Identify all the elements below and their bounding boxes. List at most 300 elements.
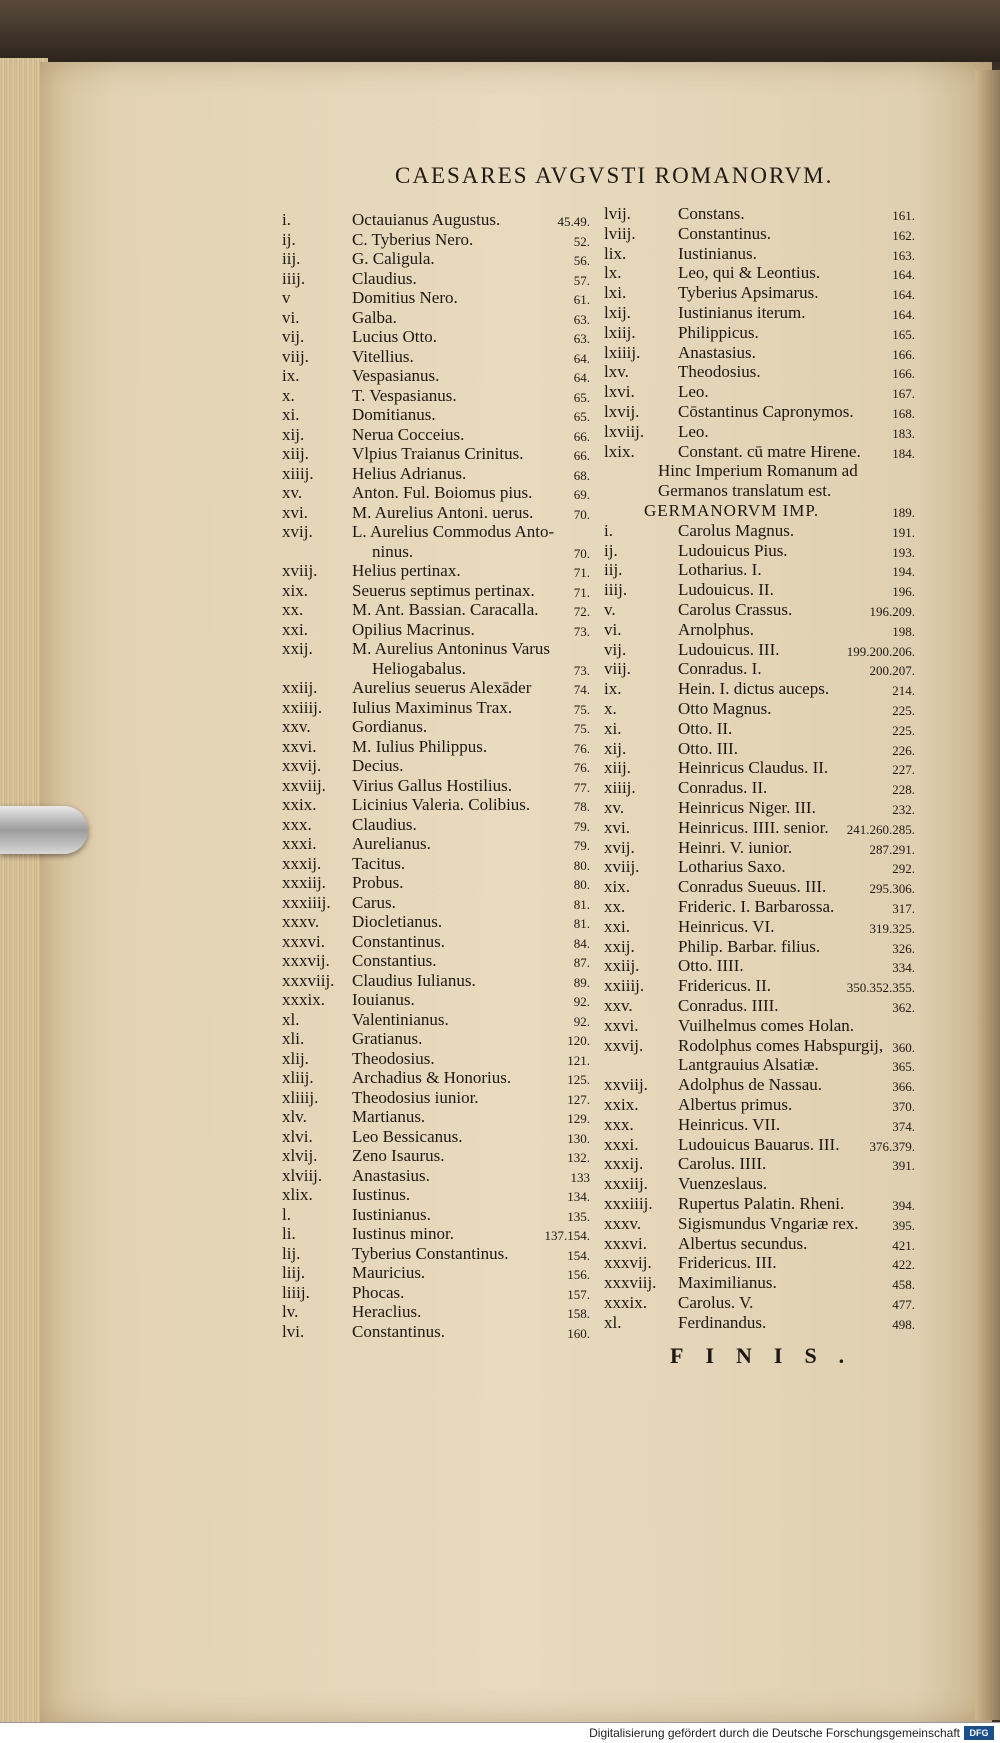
page-reference: 162. xyxy=(892,227,915,243)
page-reference: 164. xyxy=(892,307,915,322)
entry-number: xxviij. xyxy=(282,775,326,795)
emperor-name: Theodosius. xyxy=(352,1048,435,1068)
entry-number: vij. xyxy=(604,639,627,659)
page-reference: 72. xyxy=(573,604,590,619)
page-reference: 125. xyxy=(567,1072,590,1087)
emperor-name: Theodosius iunior. xyxy=(352,1087,479,1107)
emperor-name: Ludouicus. III. xyxy=(678,639,780,659)
page-reference: 70. xyxy=(573,506,590,522)
emperor-name: Claudius. xyxy=(352,814,417,834)
emperor-name: Sigismundus Vngariæ rex. xyxy=(678,1213,859,1233)
page-reference: 68. xyxy=(573,467,590,483)
entry-number: xxx. xyxy=(604,1114,634,1134)
page-reference: 189. xyxy=(892,505,915,520)
entry-number: xlv. xyxy=(282,1107,307,1126)
page-reference: 64. xyxy=(573,370,590,385)
entry-number: xviij. xyxy=(604,857,640,877)
emperor-name: G. Caligula. xyxy=(352,249,435,268)
page-reference: 232. xyxy=(892,802,915,817)
page-reference: 458. xyxy=(892,1277,915,1293)
entry-number: i. xyxy=(604,520,613,540)
entry-number: liiij. xyxy=(282,1282,310,1302)
page-reference: 326. xyxy=(892,940,915,956)
entry-number: lvij. xyxy=(604,204,631,223)
page-reference: 214. xyxy=(892,683,915,699)
emperor-name: Conradus. IIII. xyxy=(678,996,779,1015)
page-reference: 166. xyxy=(892,346,915,362)
emperor-name: Domitianus. xyxy=(352,405,436,424)
emperor-name: Lantgrauius Alsatiæ. xyxy=(678,1055,819,1075)
page-reference: 164. xyxy=(892,267,915,283)
page-reference: 365. xyxy=(892,1059,915,1075)
page-reference: 75. xyxy=(573,701,590,717)
entry-number: xix. xyxy=(282,580,308,600)
entry-number: xxxiiij. xyxy=(282,892,331,912)
emperor-name: Aurelius seuerus Alexāder xyxy=(352,678,532,697)
emperor-name: Anastasius. xyxy=(678,342,756,362)
entry-number: xxx. xyxy=(282,814,312,834)
emperor-name: Hein. I. dictus auceps. xyxy=(678,679,830,699)
entry-number: ij. xyxy=(282,229,296,249)
emperor-name: Vlpius Traianus Crinitus. xyxy=(352,444,524,463)
page-title: CAESARES AVGVSTI ROMANORVM. xyxy=(395,163,834,188)
page-reference: 80. xyxy=(573,857,590,873)
entry-number: ij. xyxy=(604,540,618,560)
entry-number: lvi. xyxy=(282,1321,305,1341)
entry-number: xlix. xyxy=(282,1185,313,1204)
entry-number: xxix. xyxy=(282,795,317,814)
emperor-name: Heinricus Claudus. II. xyxy=(678,758,829,778)
emperor-name: Mauricius. xyxy=(352,1263,426,1282)
entry-number: xij. xyxy=(282,424,305,444)
emperor-name: Maximilianus. xyxy=(678,1273,777,1293)
emperor-name: Gratianus. xyxy=(352,1029,423,1048)
page-reference: 196.209. xyxy=(869,604,915,619)
entry-number: lxv. xyxy=(604,362,629,382)
page-reference: 78. xyxy=(573,799,590,814)
entry-number: xxiij. xyxy=(604,956,640,976)
page-reference: 196. xyxy=(892,584,915,600)
emperor-name: Leo. xyxy=(678,382,709,402)
page-reference: 193. xyxy=(892,544,915,560)
page-reference: 360. xyxy=(892,1039,915,1055)
page-reference: 132. xyxy=(567,1150,590,1165)
entry-number: xv. xyxy=(282,483,303,502)
emperor-name: Lucius Otto. xyxy=(352,327,437,346)
emperor-name: Frideric. I. Barbarossa. xyxy=(678,897,835,916)
entry-number: xli. xyxy=(282,1029,305,1048)
entry-number: xxix. xyxy=(604,1095,639,1114)
emperor-name: Philippicus. xyxy=(678,322,759,342)
page-reference: 198. xyxy=(892,623,915,639)
entry-number: lv. xyxy=(282,1302,299,1321)
emperor-name: Ludouicus. II. xyxy=(678,580,774,600)
emperor-name: Conradus. II. xyxy=(678,778,768,798)
page-reference: 137.154. xyxy=(544,1228,590,1243)
page-reference: 130. xyxy=(567,1130,590,1146)
entry-number: xxxi. xyxy=(604,1134,639,1154)
entry-number: lxij. xyxy=(604,303,631,322)
page-reference: 84. xyxy=(573,935,590,951)
entry-number: xxxvij. xyxy=(604,1253,652,1273)
emperor-name: Heinri. V. iunior. xyxy=(678,837,793,857)
entry-number: xxxv. xyxy=(282,912,320,931)
page-reference: 241.260.285. xyxy=(846,821,915,837)
emperor-name: Vuenzeslaus. xyxy=(678,1174,768,1194)
entry-number: lx. xyxy=(604,263,622,283)
page-reference: 81. xyxy=(573,896,590,912)
page-reference: 127. xyxy=(567,1091,590,1107)
page-reference: 166. xyxy=(892,366,915,382)
emperor-name: Philip. Barbar. filius. xyxy=(678,936,821,956)
page-reference: 374. xyxy=(892,1118,915,1134)
entry-number: xxviij. xyxy=(604,1075,648,1095)
emperor-name: Martianus. xyxy=(352,1107,426,1126)
entry-number: iiij. xyxy=(604,580,628,600)
emperor-name: Phocas. xyxy=(352,1282,405,1302)
emperor-name: Iulius Maximinus Trax. xyxy=(352,697,513,717)
emperor-name: Vuilhelmus comes Holan. xyxy=(678,1015,855,1035)
emperor-name: ninus. xyxy=(372,541,414,561)
page-reference: 370. xyxy=(892,1099,915,1114)
emperor-name: Diocletianus. xyxy=(352,912,443,931)
entry-number: xiiij. xyxy=(604,778,636,798)
page-reference: 422. xyxy=(892,1257,915,1273)
page-reference: 63. xyxy=(573,311,590,327)
page-reference: 87. xyxy=(573,955,590,970)
page-reference: 52. xyxy=(573,233,590,249)
page-reference: 74. xyxy=(573,682,590,697)
page-reference: 287.291. xyxy=(869,841,915,857)
page-reference: 334. xyxy=(892,960,915,976)
entry-number: xxxij. xyxy=(604,1154,644,1174)
entry-number: xxi. xyxy=(282,619,308,639)
page-reference: 65. xyxy=(573,389,590,405)
page-reference: 317. xyxy=(892,901,915,916)
page-reference: 226. xyxy=(892,742,915,758)
entry-number: xvi. xyxy=(282,502,308,522)
emperor-name: Tyberius Constantinus. xyxy=(352,1243,509,1263)
entry-number: xxij. xyxy=(604,936,635,956)
entry-number: xxxix. xyxy=(282,990,325,1009)
page-reference: 161. xyxy=(892,208,915,223)
entry-number: xvij. xyxy=(282,522,313,541)
emperor-name: Iustinianus. xyxy=(352,1204,431,1224)
page-reference: 164. xyxy=(892,287,915,303)
entry-number: xxxvi. xyxy=(604,1233,647,1253)
emperor-name: Iustinus minor. xyxy=(352,1224,455,1243)
emperor-name: M. Aurelius Antoninus Varus xyxy=(352,639,551,658)
entry-number: xvij. xyxy=(604,837,635,857)
entry-number: xxxviij. xyxy=(282,970,335,990)
entry-number: ix. xyxy=(282,366,300,385)
page-reference: 295.306. xyxy=(869,881,915,897)
emperor-name: Ludouicus Bauarus. III. xyxy=(678,1134,840,1154)
emperor-name: Heliogabalus. xyxy=(372,658,466,678)
emperor-name: Octauianus Augustus. xyxy=(352,210,501,229)
emperor-name: Albertus primus. xyxy=(678,1095,793,1114)
entry-number: xxxi. xyxy=(282,834,317,853)
page-reference: 158. xyxy=(567,1306,590,1321)
emperor-name: Iustinianus. xyxy=(678,243,757,263)
entry-number: xlvij. xyxy=(282,1146,318,1165)
page-reference: 92. xyxy=(573,1013,590,1029)
entry-number: xxiiij. xyxy=(282,697,323,717)
emperor-name: Carolus Magnus. xyxy=(678,520,795,540)
emperor-name: Probus. xyxy=(352,873,404,892)
entry-number: xxvi. xyxy=(604,1015,639,1035)
entry-number: vi. xyxy=(604,619,622,639)
emperor-name: T. Vespasianus. xyxy=(352,385,457,405)
emperor-name: Constantius. xyxy=(352,951,437,970)
entry-number: v. xyxy=(604,600,616,619)
entry-number: xx. xyxy=(604,897,626,916)
page-reference: 194. xyxy=(892,564,915,580)
page-reference: 120. xyxy=(567,1033,590,1048)
page-reference: 200.207. xyxy=(869,663,915,679)
entry-number: xviij. xyxy=(282,561,318,580)
page-reference: 477. xyxy=(892,1297,915,1312)
emperor-name: Constans. xyxy=(678,204,745,223)
entry-number: xl. xyxy=(604,1312,622,1332)
page-reference: 135. xyxy=(567,1208,590,1224)
emperor-name: Heinricus. IIII. senior. xyxy=(678,817,829,837)
entry-number: xij. xyxy=(604,738,627,758)
page-reference: 75. xyxy=(573,721,590,736)
entry-number: xl. xyxy=(282,1009,300,1029)
entry-number: xxiij. xyxy=(282,678,318,697)
entry-number: xxij. xyxy=(282,639,313,658)
emperor-name: Otto. II. xyxy=(678,718,733,738)
page-reference: 421. xyxy=(892,1237,915,1253)
page-reference: 167. xyxy=(892,386,915,402)
entry-number: iiij. xyxy=(282,268,306,288)
page-reference: 199.200.206. xyxy=(846,643,915,659)
entry-number: li. xyxy=(282,1224,296,1243)
emperor-name: Rodolphus comes Habspurgij, xyxy=(678,1035,884,1055)
dfg-logo: DFG xyxy=(964,1726,994,1740)
entry-number: lxi. xyxy=(604,283,627,303)
emperor-name: Rupertus Palatin. Rheni. xyxy=(678,1194,845,1213)
page-reference: 64. xyxy=(573,350,590,366)
entry-number: lij. xyxy=(282,1243,301,1263)
entry-number: xv. xyxy=(604,798,625,817)
page-reference: 227. xyxy=(892,762,915,778)
emperor-name: Fridericus. III. xyxy=(678,1253,777,1273)
entry-number: vi. xyxy=(282,307,300,327)
page-reference: 184. xyxy=(892,445,915,461)
entry-number: ix. xyxy=(604,679,622,699)
emperor-name: Domitius Nero. xyxy=(352,288,458,307)
page-reference: 154. xyxy=(567,1247,590,1263)
emperor-name: Otto Magnus. xyxy=(678,699,772,718)
entry-number: xliiij. xyxy=(282,1087,319,1107)
emperor-name: Archadius & Honorius. xyxy=(352,1068,512,1087)
footer-bar xyxy=(0,1722,1000,1743)
page-reference: 73. xyxy=(573,623,590,639)
entry-number: x. xyxy=(282,385,295,405)
entry-number: xliij. xyxy=(282,1068,314,1087)
emperor-name: Iustinus. xyxy=(352,1185,411,1204)
page-reference: 77. xyxy=(573,779,590,795)
emperor-name: Heraclius. xyxy=(352,1302,422,1321)
emperor-name: Valentinianus. xyxy=(352,1009,449,1029)
page-reference: 366. xyxy=(892,1079,915,1095)
entry-number: iij. xyxy=(604,560,623,580)
page-reference: 73. xyxy=(573,662,590,678)
entry-number: lxvij. xyxy=(604,402,640,421)
page-reference: 134. xyxy=(567,1189,590,1204)
emperor-name: Leo Bessicanus. xyxy=(352,1126,463,1146)
entry-number: lxvi. xyxy=(604,382,635,402)
entry-number: lxviij. xyxy=(604,421,645,441)
entry-number: xi. xyxy=(282,405,300,424)
entry-number: xxxiiij. xyxy=(604,1194,653,1213)
page-reference: 163. xyxy=(892,247,915,263)
page-reference: 121. xyxy=(567,1052,590,1068)
entry-number: xlvi. xyxy=(282,1126,313,1146)
emperor-name: Ferdinandus. xyxy=(678,1312,767,1332)
emperor-name: Vitellius. xyxy=(352,346,414,366)
page-reference: 71. xyxy=(573,565,590,580)
page-reference: 168. xyxy=(892,406,915,421)
emperor-name: GERMANORVM IMP. xyxy=(644,501,820,520)
emperor-name: Cōstantinus Capronymos. xyxy=(678,402,854,421)
emperor-name: Hinc Imperium Romanum ad xyxy=(658,461,858,481)
entry-number: x. xyxy=(604,699,617,718)
page-reference: 71. xyxy=(573,584,590,600)
entry-number: xiiij. xyxy=(282,463,314,483)
page-reference: 76. xyxy=(573,740,590,756)
entry-number: xlviij. xyxy=(282,1165,323,1185)
entry-number: xxvij. xyxy=(604,1035,644,1055)
emperor-name: Leo. xyxy=(678,421,709,441)
page-reference: 45.49. xyxy=(557,214,590,229)
page-reference: 81. xyxy=(573,916,590,931)
page-reference: 228. xyxy=(892,782,915,798)
page-reference: 79. xyxy=(573,838,590,853)
emperor-name: Lotharius Saxo. xyxy=(678,857,786,877)
page-reference: 89. xyxy=(573,974,590,990)
page-reference: 498. xyxy=(892,1316,915,1332)
emperor-name: Theodosius. xyxy=(678,362,761,382)
entry-number: lviij. xyxy=(604,223,636,243)
page-reference: 191. xyxy=(892,524,915,540)
entry-number: xiij. xyxy=(604,758,631,778)
page-reference: 160. xyxy=(567,1325,590,1341)
entry-number: viij. xyxy=(282,346,309,366)
page-reference: 80. xyxy=(573,877,590,892)
page-reference: 165. xyxy=(892,326,915,342)
entry-number: xxxviij. xyxy=(604,1273,657,1293)
page-reference: 133 xyxy=(570,1169,590,1185)
emperor-name: Licinius Valeria. Colibius. xyxy=(352,795,531,814)
page-reference: 129. xyxy=(567,1111,590,1126)
page-reference: 76. xyxy=(573,760,590,775)
entry-number: xvi. xyxy=(604,817,630,837)
entry-number: i. xyxy=(282,210,291,229)
entry-number: xlij. xyxy=(282,1048,309,1068)
entry-number: xiij. xyxy=(282,444,309,463)
emperor-name: Claudius. xyxy=(352,268,417,288)
emperor-name: Arnolphus. xyxy=(678,619,755,639)
entry-number: xxiiij. xyxy=(604,976,645,996)
finis-text: FINIS. xyxy=(670,1343,867,1368)
entry-number: liij. xyxy=(282,1263,306,1282)
entry-number: xxxij. xyxy=(282,853,322,873)
emperor-name: Constantinus. xyxy=(352,931,446,951)
page-reference: 350.352.355. xyxy=(846,980,915,996)
entry-number: xx. xyxy=(282,600,304,619)
emperor-name: Opilius Macrinus. xyxy=(352,619,475,639)
emperor-name: Anton. Ful. Boiomus pius. xyxy=(352,483,533,502)
page-reference: 391. xyxy=(892,1158,915,1174)
emperor-name: Conradus Sueuus. III. xyxy=(678,877,827,897)
entry-number: xxxix. xyxy=(604,1293,647,1312)
page-reference: 69. xyxy=(573,487,590,502)
entry-number: xxxvi. xyxy=(282,931,325,951)
emperor-name: Iouianus. xyxy=(352,990,415,1009)
emperor-name: Aurelianus. xyxy=(352,834,431,853)
emperor-name: L. Aurelius Commodus Anto- xyxy=(352,522,555,541)
entry-number: l. xyxy=(282,1204,291,1224)
page-reference: 225. xyxy=(892,703,915,718)
entry-number: lxiij. xyxy=(604,322,636,342)
emperor-name: Carus. xyxy=(352,892,396,912)
emperor-name: Carolus. IIII. xyxy=(678,1154,767,1174)
emperor-name: Heinricus Niger. III. xyxy=(678,798,816,817)
entry-number: xxxiij. xyxy=(604,1174,648,1194)
page-reference: 66. xyxy=(573,448,590,463)
emperor-name: Otto. IIII. xyxy=(678,956,744,976)
emperor-name: Leo, qui & Leontius. xyxy=(678,263,821,283)
emperor-name: Tyberius Apsimarus. xyxy=(678,283,819,303)
emperor-name: Constantinus. xyxy=(352,1321,446,1341)
emperor-name: M. Aurelius Antoni. uerus. xyxy=(352,502,534,522)
page-reference: 376.379. xyxy=(869,1138,915,1154)
page-reference: 225. xyxy=(892,722,915,738)
entry-number: lix. xyxy=(604,243,627,263)
page-reference: 57. xyxy=(573,272,590,288)
emperor-name: Albertus secundus. xyxy=(678,1233,808,1253)
emperor-name: Constant. cū matre Hirene. xyxy=(678,441,861,461)
emperor-name: Anastasius. xyxy=(352,1165,430,1185)
emperor-name: Tacitus. xyxy=(352,853,406,873)
entry-number: lxix. xyxy=(604,441,635,461)
emperor-name: Fridericus. II. xyxy=(678,976,772,996)
emperor-name: Vespasianus. xyxy=(352,366,440,385)
page-reference: 319.325. xyxy=(869,920,915,936)
emperor-name: Lotharius. I. xyxy=(678,560,762,580)
page-reference: 394. xyxy=(892,1198,915,1213)
entry-number: iij. xyxy=(282,249,301,268)
emperor-name: Ludouicus Pius. xyxy=(678,540,788,560)
page-reference: 65. xyxy=(573,409,590,424)
page-reference: 362. xyxy=(892,1000,915,1015)
entry-number: xxxiij. xyxy=(282,873,326,892)
entry-number: xxv. xyxy=(604,996,633,1015)
emperor-name: Iustinianus iterum. xyxy=(678,303,806,322)
emperor-name: Heinricus. VI. xyxy=(678,916,775,936)
emperor-name: Carolus. V. xyxy=(678,1293,754,1312)
page-reference: 92. xyxy=(573,994,590,1009)
entry-number: viij. xyxy=(604,659,631,679)
entry-number: xix. xyxy=(604,877,630,897)
entry-number: xxvij. xyxy=(282,756,322,775)
page-reference: 183. xyxy=(892,425,915,441)
emperor-name: Helius Adrianus. xyxy=(352,463,467,483)
page-reference: 156. xyxy=(567,1267,590,1282)
